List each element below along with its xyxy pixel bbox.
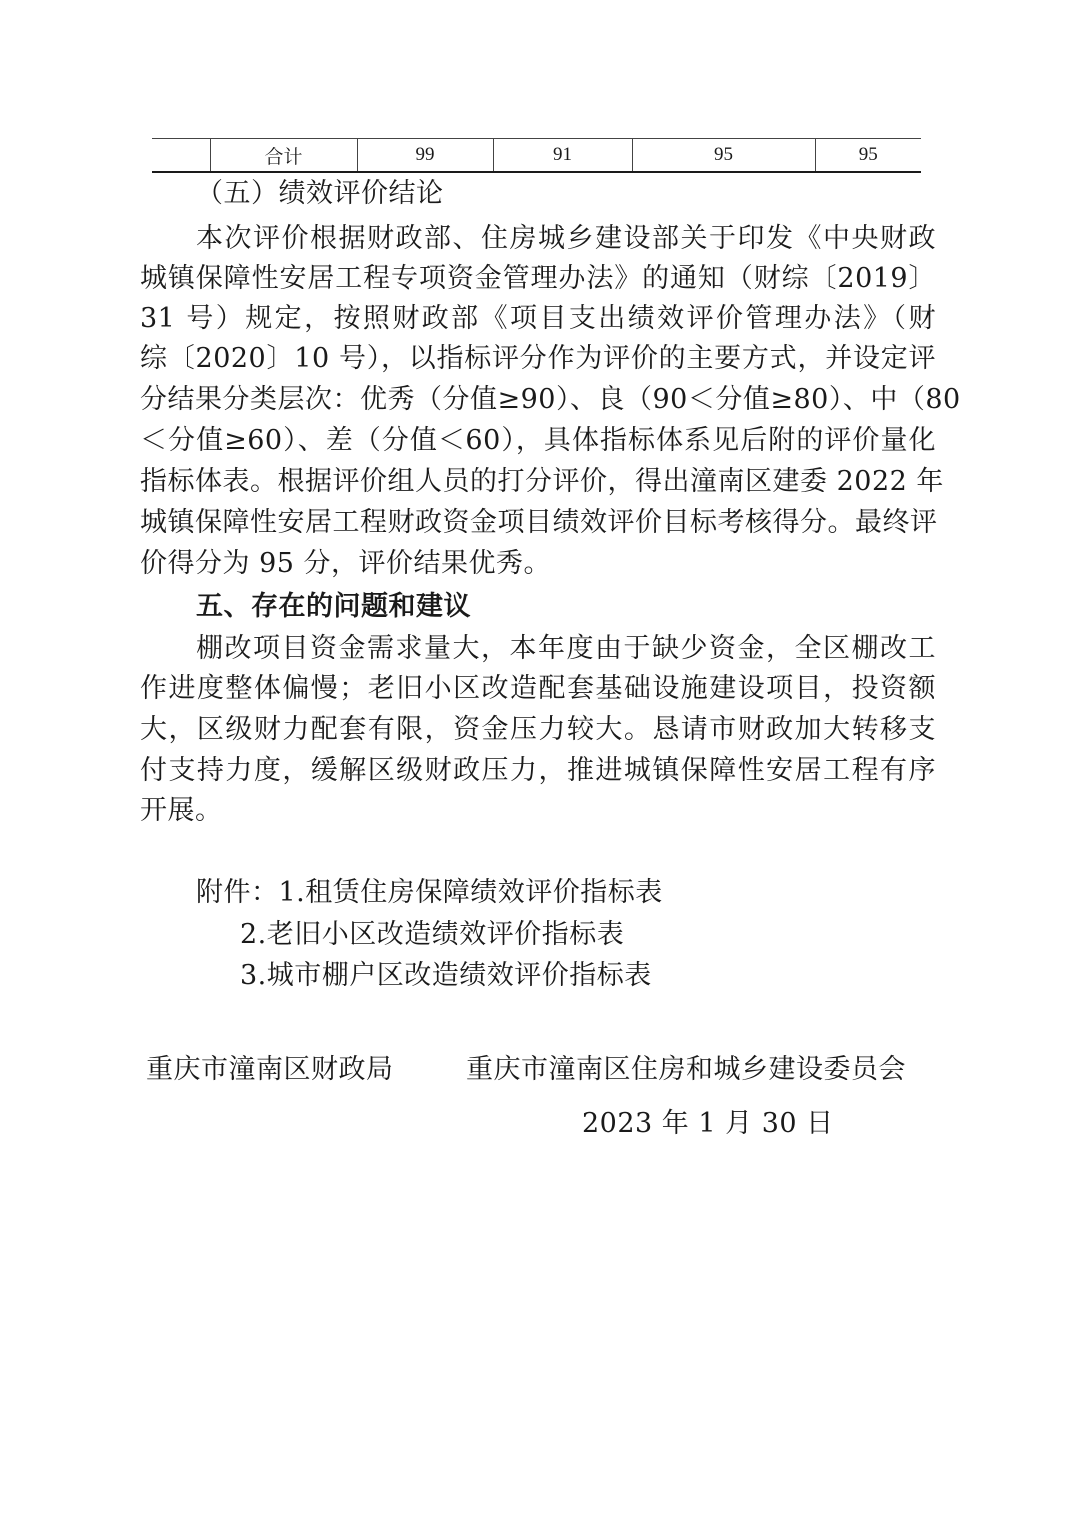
paragraph-line: 作进度整体偏慢；老旧小区改造配套基础设施建设项目，投资额 (140, 673, 936, 704)
attachment-item: 3.城市棚户区改造绩效评价指标表 (240, 960, 652, 991)
part-heading: 五、存在的问题和建议 (196, 591, 471, 622)
table-cell: 95 (632, 139, 815, 173)
signature-org-finance: 重庆市潼南区财政局 (146, 1054, 394, 1085)
paragraph-line: ＜分值≥60）、差（分值＜60），具体指标体系见后附的评价量化 (140, 425, 936, 456)
paragraph-line: 大，区级财力配套有限，资金压力较大。恳请市财政加大转移支 (140, 714, 936, 745)
attachment-item: 2.老旧小区改造绩效评价指标表 (240, 919, 625, 950)
paragraph-line: 城镇保障性安居工程财政资金项目绩效评价目标考核得分。最终评 (140, 507, 938, 538)
paragraph-line: 城镇保障性安居工程专项资金管理办法》的通知（财综〔2019〕 (140, 263, 936, 294)
table-cell: 95 (815, 139, 921, 173)
score-table-total-row (152, 138, 921, 173)
signature-org-housing: 重庆市潼南区住房和城乡建设委员会 (466, 1054, 906, 1085)
paragraph-line: 棚改项目资金需求量大，本年度由于缺少资金，全区棚改工 (196, 633, 936, 664)
paragraph-line: 31 号）规定，按照财政部《项目支出绩效评价管理办法》（财 (140, 303, 936, 334)
table-cell (152, 139, 210, 173)
table-row (152, 139, 921, 173)
paragraph-line: 分结果分类层次：优秀（分值≥90）、良（90＜分值≥80）、中（80 (140, 384, 961, 415)
paragraph-line: 开展。 (140, 795, 223, 826)
table-cell: 99 (357, 139, 493, 173)
paragraph-line: 价得分为 95 分，评价结果优秀。 (140, 548, 552, 579)
section-heading: （五）绩效评价结论 (196, 178, 444, 209)
paragraph-line: 综〔2020〕10 号），以指标评分作为评价的主要方式，并设定评 (140, 343, 936, 374)
paragraph-line: 指标体表。根据评价组人员的打分评价，得出潼南区建委 2022 年 (140, 466, 944, 497)
attachment-lead: 附件：1.租赁住房保障绩效评价指标表 (196, 877, 663, 908)
table-cell: 91 (493, 139, 632, 173)
paragraph-line: 本次评价根据财政部、住房城乡建设部关于印发《中央财政 (196, 223, 936, 254)
table-cell-total-label: 合计 (210, 139, 357, 173)
paragraph-line: 付支持力度，缓解区级财政压力，推进城镇保障性安居工程有序 (140, 755, 936, 786)
signature-date: 2023 年 1 月 30 日 (582, 1108, 834, 1139)
